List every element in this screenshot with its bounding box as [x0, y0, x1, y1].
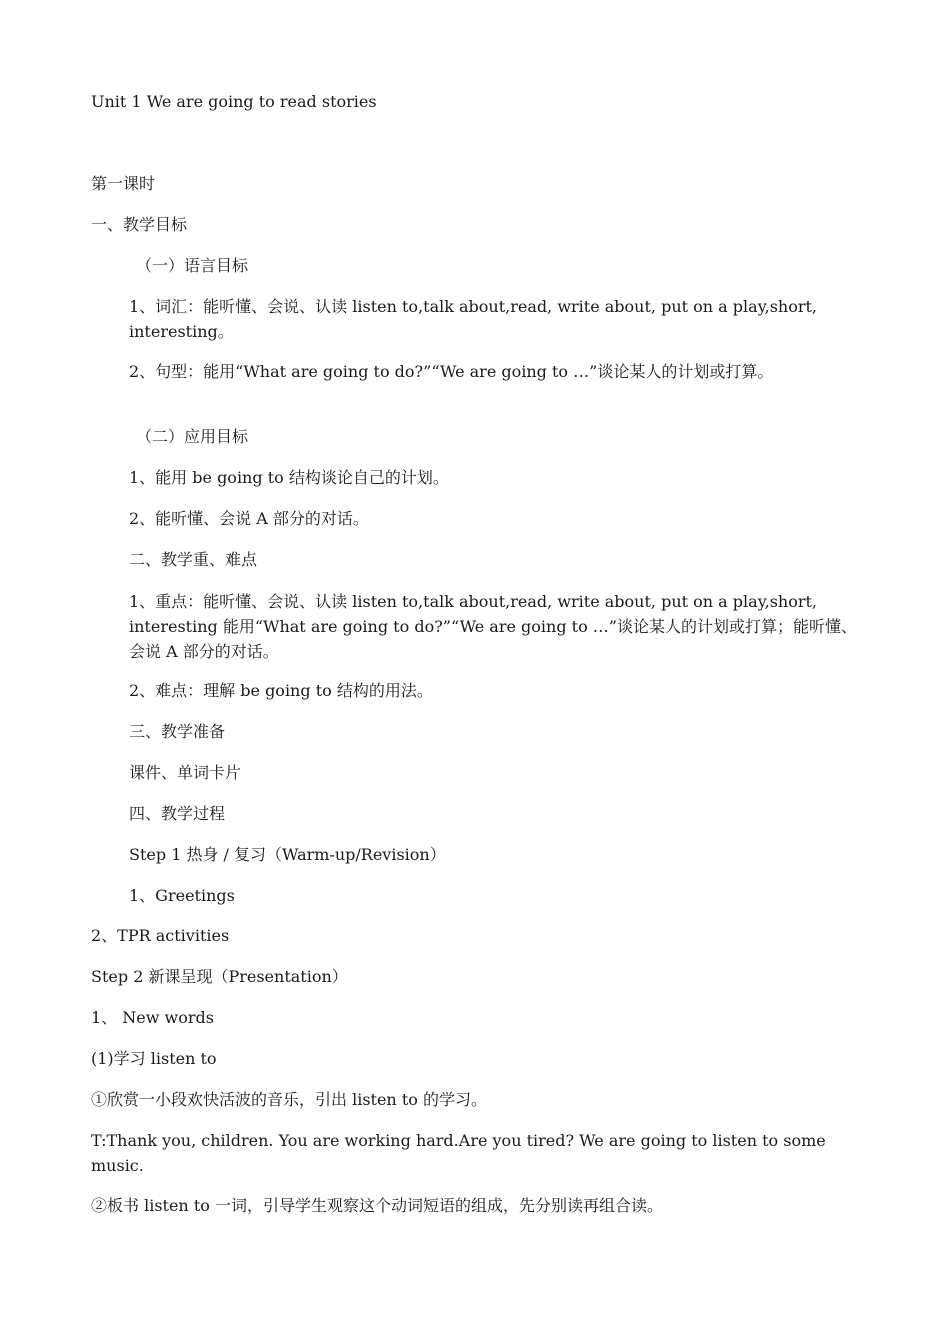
step-2-heading: Step 2 新课呈现（Presentation） [91, 967, 348, 986]
section-key-points: 二、教学重、难点 [129, 550, 258, 569]
application-goal-2: 2、能听懂、会说 A 部分的对话。 [129, 509, 369, 528]
sentence-goal: 2、句型：能用“What are going to do?”“We are going to …”谈论某人的计划或打算。 [129, 362, 774, 381]
section-preparation: 三、教学准备 [129, 722, 226, 741]
learn-listen-to: (1)学习 listen to [91, 1049, 217, 1068]
subsection-application-goals: （二）应用目标 [136, 427, 249, 446]
section-objectives: 一、教学目标 [91, 215, 188, 234]
preparation-items: 课件、单词卡片 [129, 763, 242, 782]
tpr-item: 2、TPR activities [91, 926, 230, 945]
difficult-point: 2、难点：理解 be going to 结构的用法。 [129, 681, 433, 700]
section-procedure: 四、教学过程 [129, 804, 226, 823]
music-activity: ①欣赏一小段欢快活波的音乐，引出 listen to 的学习。 [91, 1090, 487, 1109]
document-title: Unit 1 We are going to read stories [91, 92, 377, 111]
new-words-item: 1、 New words [91, 1008, 214, 1027]
application-goal-1: 1、能用 be going to 结构谈论自己的计划。 [129, 468, 449, 487]
vocabulary-goal: 1、词汇：能听懂、会说、认读 listen to,talk about,read, write about, put on a play,short, interesting。 [129, 297, 818, 341]
greetings-item: 1、Greetings [129, 886, 235, 905]
step-1-heading: Step 1 热身 / 复习（Warm-up/Revision） [129, 845, 446, 864]
lesson-heading: 第一课时 [91, 174, 156, 193]
subsection-language-goals: （一）语言目标 [136, 256, 249, 275]
board-activity: ②板书 listen to 一词，引导学生观察这个动词短语的组成，先分别读再组合读。 [91, 1196, 663, 1215]
teacher-dialogue: T:Thank you, children. You are working hard.Are you tired? We are going to listen to some music. [91, 1131, 826, 1175]
key-point: 1、重点：能听懂、会说、认读 listen to,talk about,read, write about, put on a play,short, interesting 能用“What are going to do?”“We are going to …”谈论某人的计划或打算；能听懂、会说 A 部分的对话。 [129, 592, 857, 661]
